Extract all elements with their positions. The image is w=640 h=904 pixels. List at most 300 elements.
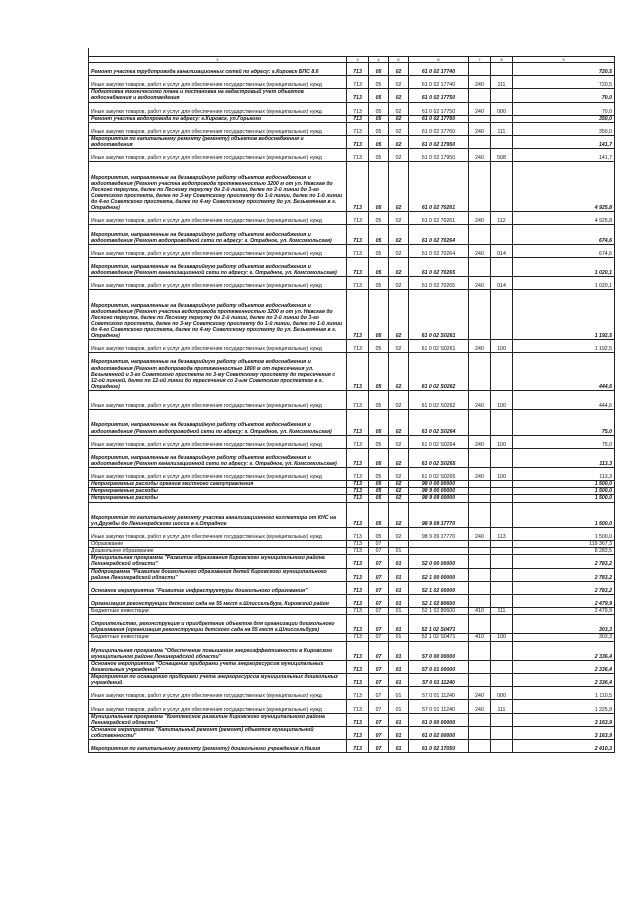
subsection-code: 02 xyxy=(389,136,409,149)
ministry-code: 713 xyxy=(347,89,369,102)
expense-type: 240 xyxy=(469,122,491,135)
amount: 3 163,9 xyxy=(513,726,615,739)
section-code: 05 xyxy=(369,488,389,495)
subsection-code: 02 xyxy=(389,76,409,89)
target-article: 57 0 01 11240 xyxy=(409,700,469,713)
table-row xyxy=(89,726,615,739)
section-code: 05 xyxy=(369,495,389,502)
section-code: 05 xyxy=(369,277,389,290)
section-code: 05 xyxy=(369,410,389,435)
target-article: 61 0 02 17740 xyxy=(409,63,469,76)
expense-type xyxy=(469,488,491,495)
subsection-code: 01 xyxy=(389,634,409,641)
amount: 70,0 xyxy=(513,102,615,115)
expense-type xyxy=(469,548,491,555)
section-code: 07 xyxy=(369,555,389,568)
target-code xyxy=(491,674,513,687)
target-code: 000 xyxy=(491,102,513,115)
subsection-code: 02 xyxy=(389,340,409,353)
table-row xyxy=(89,76,615,89)
subsection-code: 01 xyxy=(389,700,409,713)
section-code: 07 xyxy=(369,641,389,660)
subsection-code: 02 xyxy=(389,390,409,409)
target-code xyxy=(491,641,513,660)
subsection-code: 02 xyxy=(389,410,409,435)
expense-type xyxy=(469,136,491,149)
subsection-code: 01 xyxy=(389,674,409,687)
row-name: Иные закупки товаров, работ и услуг для обеспечения государственных (муниципальных) нужд xyxy=(89,277,347,290)
row-name: Иные закупки товаров, работ и услуг для обеспечения государственных (муниципальных) нужд xyxy=(89,122,347,135)
section-code: 05 xyxy=(369,448,389,467)
subsection-code: 02 xyxy=(389,502,409,527)
expense-type xyxy=(469,581,491,594)
row-name: Иные закупки товаров, работ и услуг для обеспечения государственных (муниципальных) нужд xyxy=(89,244,347,257)
row-name: Мероприятия по капитальному ремонту участка канализационного коллектора от КНС на ул.Дружбы до Ленинградского шоссе в г.Отрадное xyxy=(89,502,347,527)
table-row xyxy=(89,660,615,673)
expense-type xyxy=(469,495,491,502)
target-article: 61 0 02 S0265 xyxy=(409,468,469,481)
row-name: Иные закупки товаров, работ и услуг для обеспечения государственных (муниципальных) нужд xyxy=(89,468,347,481)
table-row xyxy=(89,713,615,726)
target-article: 61 0 02 17760 xyxy=(409,122,469,135)
target-code: 111 xyxy=(491,122,513,135)
section-code: 05 xyxy=(369,63,389,76)
subsection-code: 02 xyxy=(389,527,409,540)
amount: 4 925,8 xyxy=(513,212,615,225)
target-article: 57 0 01 00000 xyxy=(409,660,469,673)
expense-type xyxy=(469,726,491,739)
row-name: Иные закупки товаров, работ и услуг для обеспечения государственных (муниципальных) нужд xyxy=(89,340,347,353)
amount: 2 479,9 xyxy=(513,594,615,607)
amount: 303,3 xyxy=(513,615,615,634)
section-code: 05 xyxy=(369,390,389,409)
amount: 2 783,2 xyxy=(513,581,615,594)
ministry-code: 713 xyxy=(347,162,369,212)
table-row xyxy=(89,435,615,448)
subsection-code: 02 xyxy=(389,481,409,488)
target-code xyxy=(491,410,513,435)
row-name: Иные закупки товаров, работ и услуг для обеспечения государственных (муниципальных) нужд xyxy=(89,687,347,700)
table-row xyxy=(89,290,615,340)
section-code: 07 xyxy=(369,660,389,673)
amount: 1 500,0 xyxy=(513,495,615,502)
target-article: 61 0 02 17740 xyxy=(409,76,469,89)
row-name: Иные закупки товаров, работ и услуг для обеспечения государственных (муниципальных) нужд xyxy=(89,212,347,225)
ministry-code: 713 xyxy=(347,634,369,641)
table-row xyxy=(89,641,615,660)
ministry-code: 713 xyxy=(347,594,369,607)
subsection-code: 02 xyxy=(389,290,409,340)
row-name: Непрограммные расходы органов местного самоуправления xyxy=(89,481,347,488)
target-article: 61 0 02 S0264 xyxy=(409,435,469,448)
target-article: 61 0 02 17950 xyxy=(409,136,469,149)
target-article: 98 9 09 17770 xyxy=(409,502,469,527)
amount: 119 367,3 xyxy=(513,541,615,548)
ministry-code: 713 xyxy=(347,212,369,225)
expense-type xyxy=(469,641,491,660)
subsection-code: 02 xyxy=(389,212,409,225)
amount: 1 225,9 xyxy=(513,700,615,713)
row-name: Ремонт участка водопровода по адресу: г.Кировск, ул.Горького xyxy=(89,115,347,122)
row-name: Мероприятия, направленные на безаварийную работу объектов водоснабжения и водоотведения (Ремонт водопроводной сети по адресу: г. Отрадное, ул. Комсомольская) xyxy=(89,410,347,435)
subsection-code: 02 xyxy=(389,149,409,162)
amount: 8 283,5 xyxy=(513,548,615,555)
section-code: 05 xyxy=(369,527,389,540)
amount: 444,6 xyxy=(513,390,615,409)
row-name: Мероприятия, направленные на безаварийную работу объектов водоснабжения и водоотведения (Ремонт участка водопровода протяженностью 3200 м от ул. Невская до Лесного переулка, далее по Лесному переулку до 2-й линии, далее по 2-й линии до 3-го Советского проспекта, далее по 3-му Советскому проспекту до 1-й линии, далее по 1-й линии до 4-го Советского проспекта, далее по 4-му Советскому проспекту до ул. Безымянная в г. Отрадное) xyxy=(89,290,347,340)
subsection-code: 01 xyxy=(389,740,409,753)
ministry-code: 713 xyxy=(347,687,369,700)
section-code: 05 xyxy=(369,481,389,488)
target-article: 61 0 02 S0262 xyxy=(409,390,469,409)
table-row xyxy=(89,162,615,212)
target-article: 52 1 02 S0471 xyxy=(409,615,469,634)
header-cell: 8 xyxy=(491,57,513,63)
table-row xyxy=(89,740,615,753)
amount: 1 020,1 xyxy=(513,257,615,276)
header-cell: 4 xyxy=(369,57,389,63)
section-code: 05 xyxy=(369,89,389,102)
target-code: 100 xyxy=(491,340,513,353)
section-code: 07 xyxy=(369,581,389,594)
table-row xyxy=(89,136,615,149)
row-name: Мероприятия, направленные на безаварийную работу объектов водоснабжения и водоотведения (Ремонт канализационной сети по адресу: г. Отрадное, ул. Комсомольская) xyxy=(89,448,347,467)
target-code: 014 xyxy=(491,244,513,257)
expense-type xyxy=(469,541,491,548)
target-article: 61 0 02 17950 xyxy=(409,149,469,162)
expense-type: 240 xyxy=(469,102,491,115)
ministry-code: 713 xyxy=(347,641,369,660)
row-name: Иные закупки товаров, работ и услуг для обеспечения государственных (муниципальных) нужд xyxy=(89,102,347,115)
ministry-code: 713 xyxy=(347,502,369,527)
ministry-code: 713 xyxy=(347,713,369,726)
table-row xyxy=(89,277,615,290)
amount: 720,5 xyxy=(513,76,615,89)
expense-type xyxy=(469,290,491,340)
amount: 674,6 xyxy=(513,225,615,244)
expense-type: 240 xyxy=(469,244,491,257)
row-name: Основное мероприятие "Оснащение приборами учета энергоресурсов муниципальных дошкольных учреждений" xyxy=(89,660,347,673)
subsection-code: 01 xyxy=(389,555,409,568)
target-article: 61 0 02 17750 xyxy=(409,102,469,115)
ministry-code: 713 xyxy=(347,726,369,739)
amount: 303,3 xyxy=(513,634,615,641)
ministry-code: 713 xyxy=(347,277,369,290)
row-name: Иные закупки товаров, работ и услуг для обеспечения государственных (муниципальных) нужд xyxy=(89,435,347,448)
row-name: Подпрограмма "Развитие дошкольного образования детей Кировского муниципального района Ленинградской области" xyxy=(89,568,347,581)
amount: 2 479,9 xyxy=(513,608,615,615)
target-article: 61 0 00 00000 xyxy=(409,713,469,726)
subsection-code: 02 xyxy=(389,353,409,391)
section-code: 05 xyxy=(369,468,389,481)
ministry-code: 713 xyxy=(347,102,369,115)
header-cell: 5 xyxy=(389,57,409,63)
target-article: 61 0 02 S0262 xyxy=(409,353,469,391)
row-name: Иные закупки товаров, работ и услуг для обеспечения государственных (муниципальных) нужд xyxy=(89,76,347,89)
expense-type: 240 xyxy=(469,149,491,162)
target-code xyxy=(491,257,513,276)
subsection-code xyxy=(389,541,409,548)
section-code: 05 xyxy=(369,244,389,257)
subsection-code: 02 xyxy=(389,468,409,481)
target-article: 52 1 02 80600 xyxy=(409,608,469,615)
section-code: 05 xyxy=(369,225,389,244)
expense-type: 240 xyxy=(469,700,491,713)
ministry-code: 713 xyxy=(347,481,369,488)
table-row xyxy=(89,700,615,713)
ministry-code: 713 xyxy=(347,340,369,353)
amount: 70,0 xyxy=(513,89,615,102)
subsection-code: 01 xyxy=(389,713,409,726)
row-name: Образование xyxy=(89,541,347,548)
section-code: 07 xyxy=(369,700,389,713)
target-code: 100 xyxy=(491,435,513,448)
row-name: Мероприятия по оснащению приборами учета энергоресурсов муниципальных дошкольных учреждений xyxy=(89,674,347,687)
amount: 720,5 xyxy=(513,63,615,76)
target-code xyxy=(491,290,513,340)
ministry-code: 713 xyxy=(347,555,369,568)
target-code: 100 xyxy=(491,634,513,641)
target-article: 61 0 02 S0261 xyxy=(409,340,469,353)
subsection-code: 02 xyxy=(389,257,409,276)
target-article: 61 0 02 S0261 xyxy=(409,290,469,340)
table-row xyxy=(89,257,615,276)
expense-type: 240 xyxy=(469,76,491,89)
table-row xyxy=(89,634,615,641)
amount: 1 020,1 xyxy=(513,277,615,290)
ministry-code: 713 xyxy=(347,435,369,448)
row-name: Строительство, реконструкция и приобретение объектов для организации дошкольного образования (организация реконструкции детского сада на 55 мест г.Шлиссельбург) xyxy=(89,615,347,634)
amount: 2 410,3 xyxy=(513,740,615,753)
ministry-code: 713 xyxy=(347,548,369,555)
section-code: 07 xyxy=(369,541,389,548)
row-name: Дошкольное образование xyxy=(89,548,347,555)
target-code: 014 xyxy=(491,277,513,290)
amount: 75,0 xyxy=(513,435,615,448)
ministry-code: 713 xyxy=(347,608,369,615)
target-article: 61 0 02 17750 xyxy=(409,89,469,102)
budget-table xyxy=(88,56,615,753)
table-row xyxy=(89,244,615,257)
expense-type xyxy=(469,481,491,488)
row-name: Мероприятия, направленные на безаварийную работу объектов водоснабжения и водоотведения (Ремонт водопровода протяженностью 1800 м от пересечения ул. Безымянной и 3-го Советского проспекта по 3-му Советскому проспекту до пересечения с 12-ой линией, далее по 12-ой линии до пересечения со 2-ым Советским проспектом в г. Отрадное) xyxy=(89,353,347,391)
ministry-code: 713 xyxy=(347,541,369,548)
target-article: 61 0 02 70264 xyxy=(409,225,469,244)
row-name: Муниципальная программа "Комплексное развитие Кировского муниципального района Ленинградской области" xyxy=(89,713,347,726)
section-code: 07 xyxy=(369,568,389,581)
target-code xyxy=(491,548,513,555)
section-code: 05 xyxy=(369,115,389,122)
amount: 3 163,9 xyxy=(513,713,615,726)
ministry-code: 713 xyxy=(347,115,369,122)
row-name: Мероприятия по капитальному ремонту (ремонту) дошкольного учреждения п.Назия xyxy=(89,740,347,753)
target-code xyxy=(491,660,513,673)
table-row xyxy=(89,502,615,527)
target-code xyxy=(491,541,513,548)
target-code xyxy=(491,555,513,568)
ministry-code: 713 xyxy=(347,63,369,76)
section-code: 07 xyxy=(369,674,389,687)
subsection-code: 02 xyxy=(389,435,409,448)
section-code: 05 xyxy=(369,102,389,115)
target-code: 111 xyxy=(491,76,513,89)
subsection-code: 02 xyxy=(389,89,409,102)
amount: 113,3 xyxy=(513,468,615,481)
section-code: 05 xyxy=(369,502,389,527)
table-row xyxy=(89,122,615,135)
table-row xyxy=(89,674,615,687)
section-code: 05 xyxy=(369,162,389,212)
table-row xyxy=(89,495,615,502)
row-name: Иные закупки товаров, работ и услуг для обеспечения государственных (муниципальных) нужд xyxy=(89,149,347,162)
amount: 2 783,2 xyxy=(513,568,615,581)
target-code xyxy=(491,581,513,594)
ministry-code: 713 xyxy=(347,468,369,481)
subsection-code: 02 xyxy=(389,63,409,76)
ministry-code: 713 xyxy=(347,700,369,713)
table-row xyxy=(89,410,615,435)
target-article: 61 0 02 70265 xyxy=(409,277,469,290)
target-code: 112 xyxy=(491,212,513,225)
amount: 1 500,0 xyxy=(513,481,615,488)
target-code: 111 xyxy=(491,700,513,713)
target-article: 98 9 09 00000 xyxy=(409,495,469,502)
target-code: 113 xyxy=(491,527,513,540)
ministry-code: 713 xyxy=(347,390,369,409)
target-article: 61 0 02 70261 xyxy=(409,212,469,225)
ministry-code: 713 xyxy=(347,527,369,540)
subsection-code: 02 xyxy=(389,277,409,290)
subsection-code: 01 xyxy=(389,594,409,607)
expense-type: 240 xyxy=(469,340,491,353)
header-cell: 6 xyxy=(409,57,469,63)
target-code xyxy=(491,495,513,502)
amount: 1 500,0 xyxy=(513,488,615,495)
expense-type: 240 xyxy=(469,527,491,540)
target-code xyxy=(491,136,513,149)
target-code xyxy=(491,568,513,581)
target-code xyxy=(491,162,513,212)
target-article: 61 0 02 70265 xyxy=(409,257,469,276)
subsection-code: 02 xyxy=(389,495,409,502)
subsection-code: 01 xyxy=(389,687,409,700)
section-code: 07 xyxy=(369,740,389,753)
row-name: Основное мероприятие "Развитие инфраструктуры дошкольного образования" xyxy=(89,581,347,594)
expense-type: 240 xyxy=(469,390,491,409)
target-code xyxy=(491,89,513,102)
target-code: 100 xyxy=(491,468,513,481)
expense-type xyxy=(469,502,491,527)
section-code: 05 xyxy=(369,212,389,225)
expense-type xyxy=(469,713,491,726)
subsection-code: 02 xyxy=(389,488,409,495)
expense-type xyxy=(469,162,491,212)
row-name: Мероприятия по капитальному ремонту (ремонту) объектов водоснабжения и водоотведения xyxy=(89,136,347,149)
target-article: 57 0 00 00000 xyxy=(409,641,469,660)
target-code xyxy=(491,713,513,726)
ministry-code: 713 xyxy=(347,495,369,502)
table-row xyxy=(89,353,615,391)
table-row xyxy=(89,448,615,467)
table-row xyxy=(89,390,615,409)
amount: 141,7 xyxy=(513,149,615,162)
table-row xyxy=(89,340,615,353)
amount: 2 336,4 xyxy=(513,641,615,660)
subsection-code: 02 xyxy=(389,448,409,467)
target-article: 57 0 01 11240 xyxy=(409,674,469,687)
table-row xyxy=(89,581,615,594)
row-name: Ремонт участка трубопровода канализационных сетей по адресу: г.Кировск БПС 8.6 xyxy=(89,63,347,76)
target-code: 000 xyxy=(491,687,513,700)
target-article: 61 0 02 S0264 xyxy=(409,410,469,435)
row-name: Организация реконструкции детского сада на 55 мест г.Шлиссельбург, Кировский район xyxy=(89,594,347,607)
subsection-code: 02 xyxy=(389,225,409,244)
target-article: 61 0 02 70264 xyxy=(409,244,469,257)
expense-type xyxy=(469,448,491,467)
header-cell: 7 xyxy=(469,57,491,63)
subsection-code: 02 xyxy=(389,102,409,115)
ministry-code: 713 xyxy=(347,122,369,135)
table-row xyxy=(89,89,615,102)
table-row xyxy=(89,115,615,122)
ministry-code: 713 xyxy=(347,568,369,581)
ministry-code: 713 xyxy=(347,581,369,594)
expense-type xyxy=(469,740,491,753)
table-row xyxy=(89,481,615,488)
subsection-code: 01 xyxy=(389,568,409,581)
row-name: Бюджетные инвестиции xyxy=(89,608,347,615)
target-article: 61 0 02 S0265 xyxy=(409,448,469,467)
section-code: 05 xyxy=(369,340,389,353)
amount: 75,0 xyxy=(513,410,615,435)
table-row xyxy=(89,555,615,568)
amount: 350,0 xyxy=(513,122,615,135)
ministry-code: 713 xyxy=(347,76,369,89)
target-code xyxy=(491,488,513,495)
amount: 1 192,5 xyxy=(513,290,615,340)
target-article xyxy=(409,541,469,548)
subsection-code: 01 xyxy=(389,608,409,615)
section-code: 05 xyxy=(369,257,389,276)
expense-type xyxy=(469,555,491,568)
target-article: 52 1 02 S0471 xyxy=(409,634,469,641)
row-name: Иные закупки товаров, работ и услуг для обеспечения государственных (муниципальных) нужд xyxy=(89,700,347,713)
section-code: 07 xyxy=(369,615,389,634)
target-article: 57 0 01 11240 xyxy=(409,687,469,700)
target-article: 98 0 00 00000 xyxy=(409,481,469,488)
target-code xyxy=(491,115,513,122)
subsection-code: 01 xyxy=(389,581,409,594)
section-code: 05 xyxy=(369,353,389,391)
table-row xyxy=(89,102,615,115)
row-name: Мероприятия, направленные на безаварийную работу объектов водоснабжения и водоотведения (Ремонт участка водопровода протяженностью 3200 м от ул. Невская до Лесного переулка, далее по Лесному переулку до 2-й линии, далее по 2-й линии до 3-го Советского проспекта, далее по 3-му Советскому проспекту до 1-й линии, далее по 1-й линии до 4-го Советского проспекта, далее по 4-му Советскому проспекту до ул. Безымянная в г. Отрадное) xyxy=(89,162,347,212)
subsection-code: 01 xyxy=(389,615,409,634)
table-row xyxy=(89,149,615,162)
amount: 113,3 xyxy=(513,448,615,467)
target-code xyxy=(491,353,513,391)
target-article: 52 1 00 00000 xyxy=(409,568,469,581)
target-article: 61 0 02 17050 xyxy=(409,740,469,753)
section-code: 07 xyxy=(369,594,389,607)
target-code xyxy=(491,448,513,467)
section-code: 05 xyxy=(369,149,389,162)
amount: 1 192,5 xyxy=(513,340,615,353)
ministry-code: 713 xyxy=(347,353,369,391)
amount: 674,6 xyxy=(513,244,615,257)
ministry-code: 713 xyxy=(347,660,369,673)
expense-type xyxy=(469,674,491,687)
expense-type xyxy=(469,615,491,634)
